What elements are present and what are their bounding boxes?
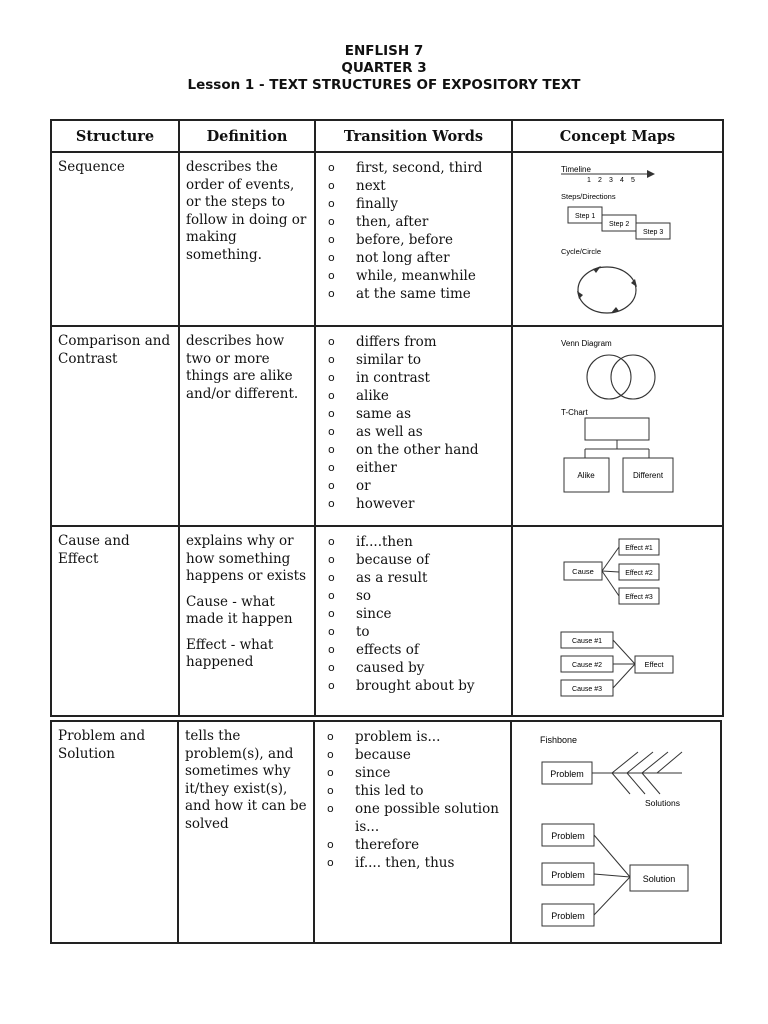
transition-word: o then, after: [326, 213, 507, 231]
cycle-label: Cycle/Circle: [561, 247, 602, 256]
venn-circle: [611, 355, 655, 399]
transition-word: o problem is...: [325, 728, 506, 746]
transition-list: [316, 153, 511, 303]
table-row-comparison: [51, 326, 723, 526]
venn-label: Venn Diagram: [561, 339, 612, 348]
cause-label: Cause #1: [572, 638, 602, 645]
cycle-circle: [578, 267, 636, 313]
col-header-concept-maps: Concept Maps: [512, 120, 723, 152]
step-label: Step 2: [609, 221, 630, 228]
timeline-number: 1: [587, 177, 591, 184]
structure-name: Problem and Solution: [58, 728, 146, 762]
definition-text: tells the problem(s), and sometimes why it/they exist(s), and how it can be solved: [185, 728, 307, 832]
sequence-concept-map: [513, 153, 722, 325]
effect-label: Effect #3: [625, 594, 653, 601]
transition-word: o next: [326, 177, 507, 195]
table-row-cause-effect: [51, 526, 723, 716]
timeline-number: 5: [631, 177, 635, 184]
col-header-structure: Structure: [51, 120, 179, 152]
text-structures-table: [50, 119, 724, 717]
effect-label: Effect #2: [625, 570, 653, 577]
problem-solution-concept-map: [512, 722, 720, 942]
transition-word: o this led to: [325, 782, 506, 800]
transition-word: o to: [326, 623, 507, 641]
comparison-concept-map: [513, 327, 722, 525]
cause-label: Cause #2: [572, 662, 602, 669]
transition-word: o if....then: [326, 533, 507, 551]
transition-word: o brought about by: [326, 677, 507, 695]
timeline-number: 2: [598, 177, 602, 184]
arrowhead-icon: [647, 170, 655, 178]
structure-name: Cause and Effect: [58, 533, 130, 567]
transition-word: o finally: [326, 195, 507, 213]
alike-label: Alike: [577, 471, 595, 480]
transition-word: o because of: [326, 551, 507, 569]
transition-word: o as a result: [326, 569, 507, 587]
tchart-top-box: [585, 418, 649, 440]
transition-word: o if.... then, thus: [325, 854, 506, 872]
transition-word: o one possible solution is...: [325, 800, 506, 836]
transition-word: o therefore: [325, 836, 506, 854]
step-label: Step 1: [575, 213, 596, 220]
definition-text: describes how two or more things are alike and/or different.: [186, 333, 299, 402]
definition-text: Effect - what happened: [186, 636, 274, 670]
transition-word: o since: [325, 764, 506, 782]
transition-word: o however: [326, 495, 507, 513]
definition-text: explains why or how something happens or exists: [186, 533, 307, 584]
transition-word: o on the other hand: [326, 441, 507, 459]
transition-word: o so: [326, 587, 507, 605]
table-row-problem-solution: [51, 721, 721, 943]
transition-word: o before, before: [326, 231, 507, 249]
transition-word: o or: [326, 477, 507, 495]
doc-title-line1: ENFLISH 7: [344, 43, 424, 59]
problem-label: Problem: [551, 870, 585, 880]
cycle-arrow-icon: [577, 291, 583, 299]
col-header-definition: Definition: [179, 120, 315, 152]
transition-list: [316, 527, 511, 695]
transition-word: o because: [325, 746, 506, 764]
transition-word: o first, second, third: [326, 159, 507, 177]
transition-word: o either: [326, 459, 507, 477]
steps-label: Steps/Directions: [561, 192, 616, 201]
transition-word: o not long after: [326, 249, 507, 267]
solution-label: Solution: [642, 874, 676, 884]
transition-word: o effects of: [326, 641, 507, 659]
effect-label: Effect: [644, 660, 664, 669]
transition-word: o at the same time: [326, 285, 507, 303]
transition-word: o alike: [326, 387, 507, 405]
transition-list: [316, 327, 511, 513]
table-row-sequence: [51, 152, 723, 326]
transition-word: o in contrast: [326, 369, 507, 387]
timeline-label: Timeline: [561, 165, 591, 174]
timeline-number: 4: [620, 177, 624, 184]
step-label: Step 3: [643, 229, 664, 236]
problem-label: Problem: [551, 911, 585, 921]
problem-label: Problem: [550, 769, 584, 779]
fishbone-label: Fishbone: [540, 735, 578, 745]
timeline-number: 3: [609, 177, 613, 184]
different-label: Different: [632, 471, 664, 480]
transition-word: o same as: [326, 405, 507, 423]
transition-word: o caused by: [326, 659, 507, 677]
transition-word: o similar to: [326, 351, 507, 369]
problem-label: Problem: [551, 831, 585, 841]
transition-word: o since: [326, 605, 507, 623]
effect-label: Effect #1: [625, 545, 653, 552]
transition-word: o as well as: [326, 423, 507, 441]
problem-solution-table: [50, 720, 722, 944]
transition-word: o differs from: [326, 333, 507, 351]
table-header-row: [51, 120, 723, 152]
structure-name: Comparison and Contrast: [58, 333, 171, 367]
definition-text: describes the order of events, or the steps to follow in doing or making something.: [186, 159, 307, 263]
cause-label: Cause: [572, 567, 594, 576]
cycle-arrow-icon: [631, 279, 637, 287]
cause-effect-concept-map: [513, 527, 722, 715]
venn-circle: [587, 355, 631, 399]
cycle-arrow-icon: [593, 266, 601, 273]
doc-title-line3: Lesson 1 - TEXT STRUCTURES OF EXPOSITORY TEXT: [187, 77, 581, 93]
structure-name: Sequence: [58, 159, 125, 175]
transition-list: [315, 722, 510, 872]
definition-text: Cause - what made it happen: [186, 593, 293, 627]
tchart-label: T-Chart: [561, 408, 588, 417]
transition-word: o while, meanwhile: [326, 267, 507, 285]
doc-title-line2: QUARTER 3: [341, 60, 427, 76]
cause-label: Cause #3: [572, 686, 602, 693]
col-header-transitions: Transition Words: [315, 120, 512, 152]
solutions-label: Solutions: [645, 798, 680, 808]
